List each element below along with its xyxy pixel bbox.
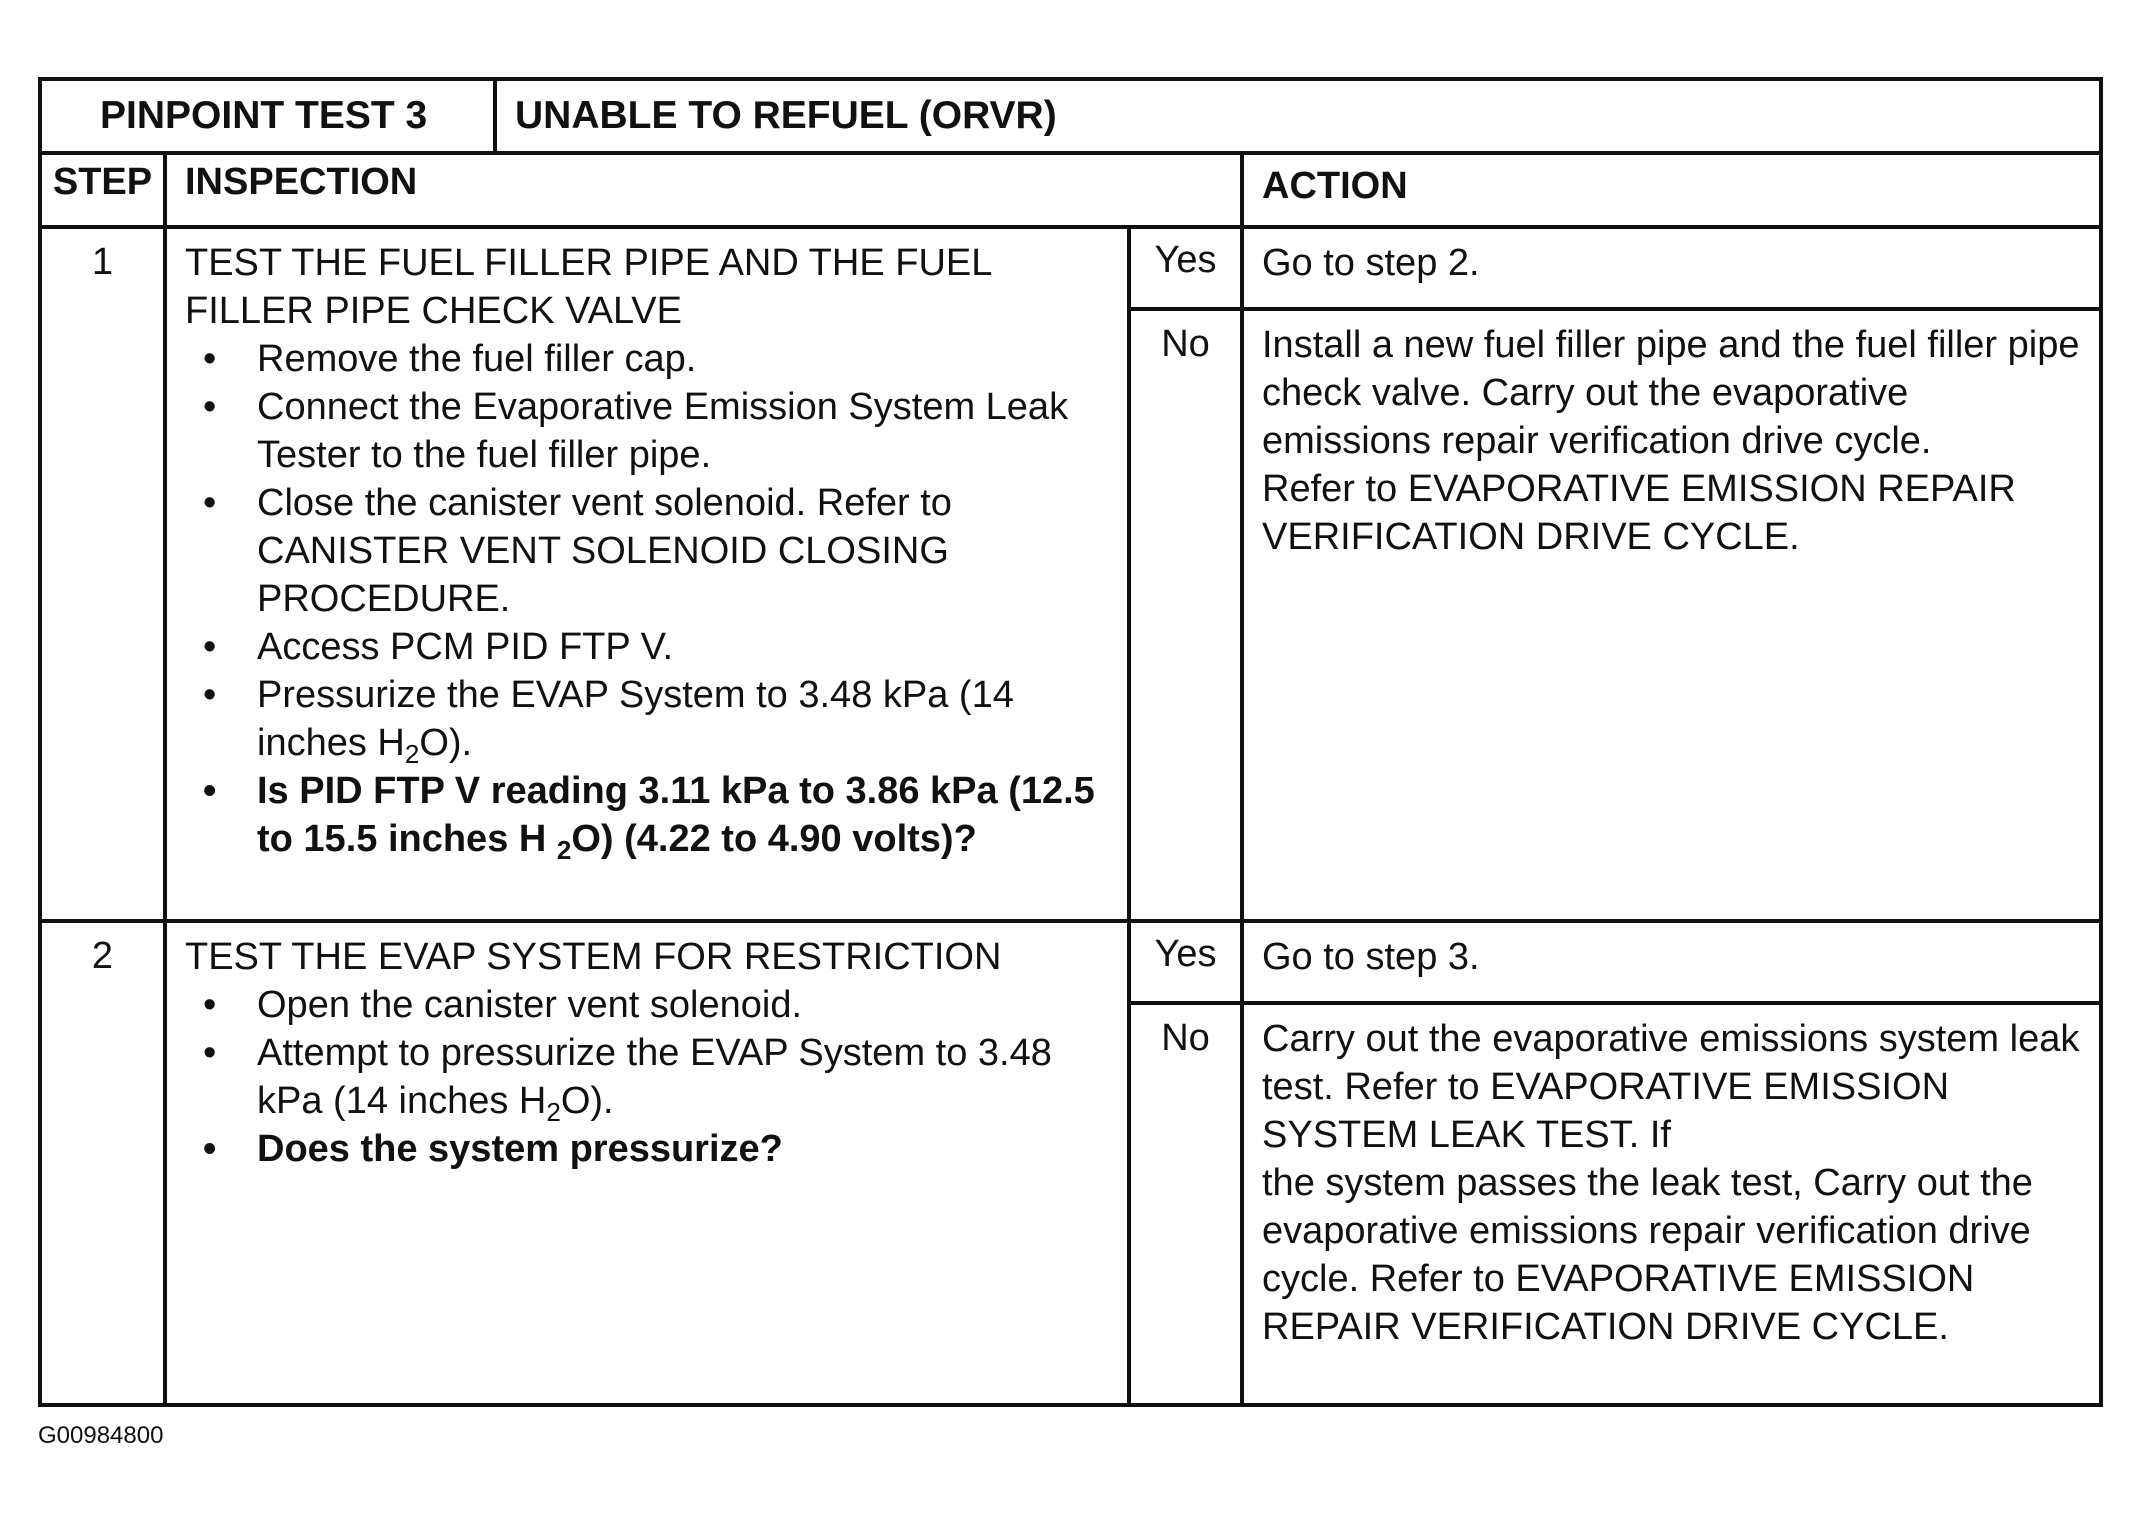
subscript: 2 (546, 1097, 561, 1127)
step-1-yes-label: Yes (1129, 227, 1242, 309)
step-2-title: TEST THE EVAP SYSTEM FOR RESTRICTION (185, 936, 1002, 978)
bullet-icon: • (203, 770, 217, 812)
step-2-no-label: No (1129, 1003, 1242, 1405)
pinpoint-test-title: PINPOINT TEST 3 (40, 79, 495, 153)
subscript: 2 (404, 739, 420, 769)
step-2-yes-label: Yes (1129, 921, 1242, 1003)
list-item (185, 981, 1117, 1029)
figure-id: G00984800 (38, 1422, 164, 1449)
bullet-text: Access PCM PID FTP V. (257, 626, 673, 668)
question-text: Does the system pressurize? (257, 1128, 783, 1170)
list-item (185, 479, 1117, 623)
step-1-no-action-reference: Refer to EVAPORATIVE EMISSION REPAIR VERIFICATION DRIVE CYCLE. (1262, 468, 2016, 558)
step-1-title-line2: FILLER PIPE CHECK VALVE (185, 290, 682, 332)
bullet-text: O). (560, 1080, 614, 1122)
column-header-row (40, 153, 2101, 227)
step-2-number: 2 (40, 921, 165, 1405)
bullet-icon: • (203, 386, 217, 428)
step-1-yes-row (40, 227, 2101, 309)
step-2-inspection (165, 921, 1129, 1405)
step-2-no-action-text: Carry out the evaporative emissions system leak test. Refer to EVAPORATIVE EMISSION SYSTEM LEAK TEST. If (1262, 1018, 2080, 1156)
step-2-bullet-list (185, 981, 1117, 1173)
bullet-text: Pressurize the EVAP System to 3.48 kPa (14 inches H (257, 674, 1014, 764)
bullet-text: Attempt to pressurize the EVAP System to 3.48 kPa (14 inches H (257, 1032, 1052, 1122)
bullet-icon: • (203, 338, 217, 380)
list-item (185, 383, 1117, 479)
question-text: Is PID FTP V reading 3.11 kPa to 3.86 kPa (12.5 to 15.5 inches H (257, 770, 1095, 860)
list-item (185, 335, 1117, 383)
step-2-yes-action: Go to step 3. (1242, 921, 2101, 1003)
step-1-bullet-list (185, 335, 1117, 863)
bullet-icon: • (203, 626, 217, 668)
bullet-text: Connect the Evaporative Emission System Leak Tester to the fuel filler pipe. (257, 386, 1069, 476)
step-1-yes-action: Go to step 2. (1242, 227, 2101, 309)
bullet-icon: • (203, 674, 217, 716)
bullet-text: Remove the fuel filler cap. (257, 338, 697, 380)
list-item (185, 1029, 1117, 1125)
step-1-no-action (1242, 309, 2101, 921)
step-2-no-action-continuation: the system passes the leak test, Carry out the evaporative emissions repair verification drive cycle. Refer to EVAPORATIVE EMISSION REPAIR VERIFICATION DRIVE CYCLE. (1262, 1162, 2033, 1348)
step-column-header: STEP (40, 153, 165, 227)
bullet-text: Open the canister vent solenoid. (257, 984, 803, 1026)
question-text: O) (4.22 to 4.90 volts)? (571, 818, 977, 860)
step-1-no-action-text: Install a new fuel filler pipe and the fuel filler pipe check valve. Carry out the evaporative emissions repair verification drive cycle. (1262, 324, 2080, 462)
step-1-number: 1 (40, 227, 165, 921)
bullet-icon: • (203, 984, 217, 1026)
inspection-column-header: INSPECTION (165, 153, 1242, 227)
pinpoint-test-table (38, 77, 2103, 1407)
bullet-icon: • (203, 1128, 217, 1170)
step-1-title-line1: TEST THE FUEL FILLER PIPE AND THE FUEL (185, 242, 993, 284)
step-1-question (185, 767, 1117, 863)
step-1-inspection (165, 227, 1129, 921)
pinpoint-test-document (38, 77, 2099, 1407)
bullet-icon: • (203, 1032, 217, 1074)
step-2-no-action (1242, 1003, 2101, 1405)
list-item (185, 671, 1117, 767)
list-item (185, 623, 1117, 671)
step-2-question (185, 1125, 1117, 1173)
bullet-icon: • (203, 482, 217, 524)
action-column-header: ACTION (1242, 153, 2101, 227)
bullet-text: Close the canister vent solenoid. Refer to CANISTER VENT SOLENOID CLOSING PROCEDURE. (257, 482, 952, 620)
step-1-no-label: No (1129, 309, 1242, 921)
pinpoint-test-subtitle: UNABLE TO REFUEL (ORVR) (495, 79, 2101, 153)
bullet-text: O). (419, 722, 473, 764)
step-2-yes-row (40, 921, 2101, 1003)
subscript: 2 (556, 835, 572, 865)
title-row (40, 79, 2101, 153)
